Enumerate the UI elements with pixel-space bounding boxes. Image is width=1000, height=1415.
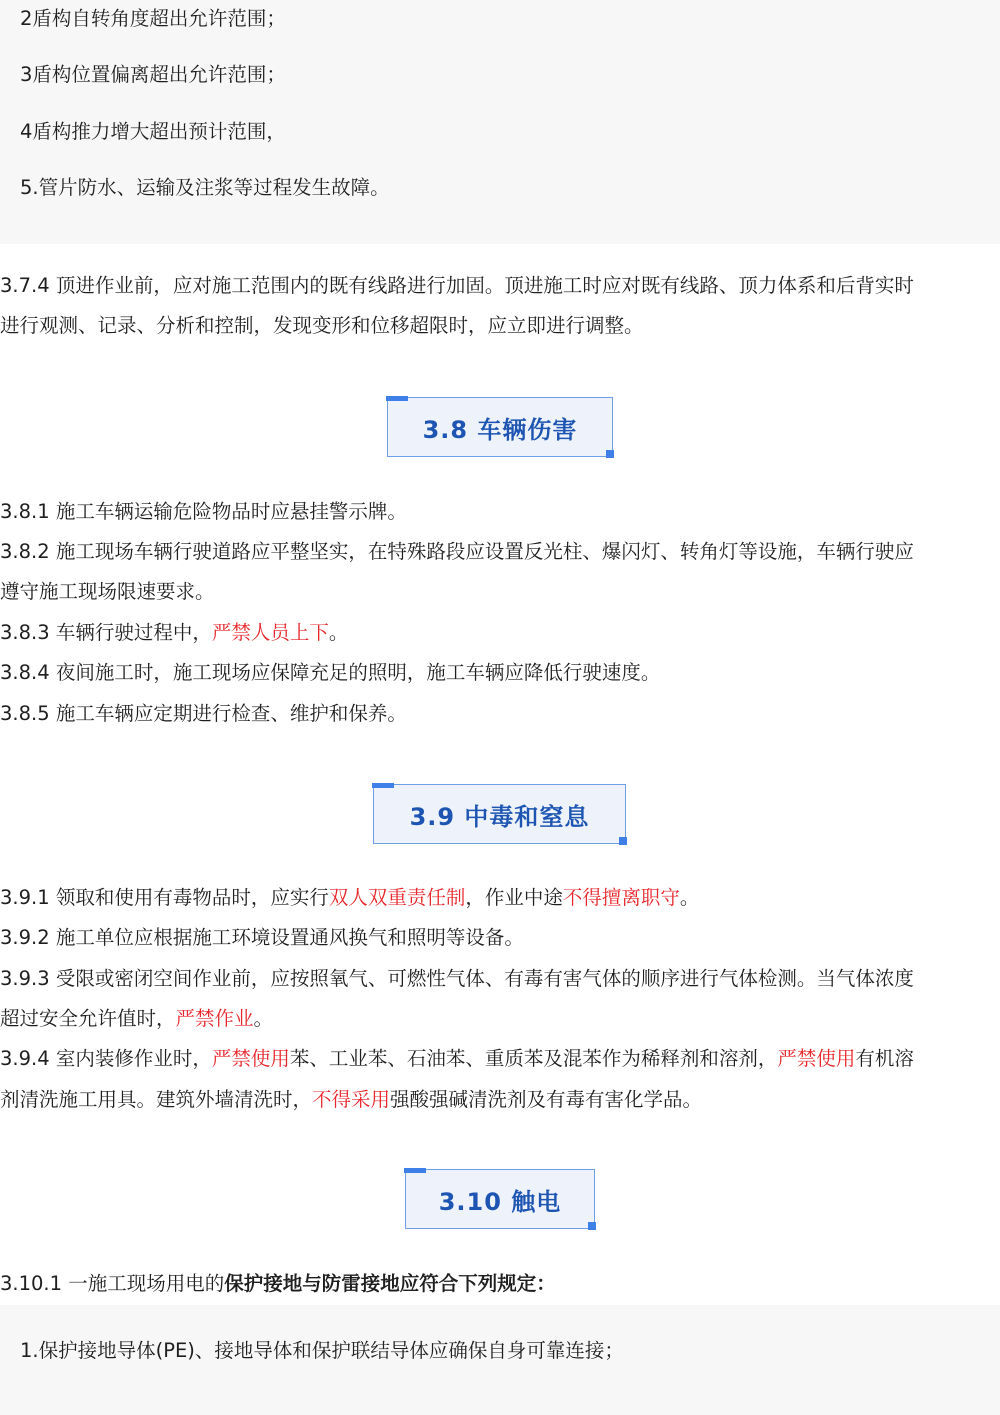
heading-corner-accent <box>372 783 394 788</box>
paragraph-3-9-2: 3.9.2 施工单位应根据施工环境设置通风换气和照明等设备。 <box>0 926 524 949</box>
highlight-red-text: 严禁使用 <box>211 1047 290 1070</box>
highlight-red-text: 严禁使用 <box>777 1047 856 1070</box>
highlight-red-text: 不得擅离职守 <box>562 886 680 909</box>
section-heading-title: 3.9 中毒和窒息 <box>409 802 590 831</box>
heading-corner-accent <box>606 450 614 458</box>
section-heading-3-9 <box>373 784 626 844</box>
text-segment: 强酸强碱清洗剂及有毒有害化学品。 <box>390 1088 703 1111</box>
list-item: 2盾构自转角度超出允许范围； <box>20 7 286 30</box>
quote-box-top <box>0 0 1000 244</box>
paragraph-3-7-4-line2: 进行观测、记录、分析和控制，发现变形和位移超限时，应立即进行调整。 <box>0 314 644 337</box>
section-heading-3-8 <box>387 397 613 457</box>
highlight-red-text: 双人双重责任制 <box>328 886 466 909</box>
text-segment: 3.9.1 领取和使用有毒物品时，应实行 <box>0 886 329 909</box>
list-item: 4盾构推力增大超出预计范围， <box>20 120 286 143</box>
heading-corner-accent <box>386 396 408 401</box>
paragraph-3-9-4-line1 <box>0 1044 1000 1074</box>
paragraph-3-8-2-line1: 3.8.2 施工现场车辆行驶道路应平整坚实，在特殊路段应设置反光柱、爆闪灯、转角灯等设施，车辆行驶应 <box>0 540 914 563</box>
section-heading-title: 3.10 触电 <box>438 1187 562 1216</box>
list-item: 5.管片防水、运输及注浆等过程发生故障。 <box>20 176 390 199</box>
text-segment: 3.8.3 车辆行驶过程中， <box>0 621 212 644</box>
paragraph-3-9-4-line2 <box>0 1085 1000 1115</box>
text-segment: 剂清洗施工用具。建筑外墙清洗时， <box>0 1088 313 1111</box>
highlight-red-text: 不得采用 <box>312 1088 391 1111</box>
list-item: 1.保护接地导体(PE)、接地导体和保护联结导体应确保自身可靠连接； <box>20 1339 624 1362</box>
text-segment: 苯、工业苯、石油苯、重质苯及混苯作为稀释剂和溶剂， <box>289 1047 778 1070</box>
heading-corner-accent <box>588 1222 596 1230</box>
paragraph-3-9-3-line2 <box>0 1004 1000 1034</box>
text-segment: 3.10.1 一施工现场用电的 <box>0 1272 225 1295</box>
paragraph-3-9-3-line1: 3.9.3 受限或密闭空间作业前，应按照氧气、可燃性气体、有毒有害气体的顺序进行气体检测。当气体浓度 <box>0 967 914 990</box>
section-heading-3-10 <box>405 1169 595 1229</box>
list-item: 3盾构位置偏离超出允许范围； <box>20 63 286 86</box>
highlight-red-text: 严禁作业 <box>175 1007 254 1030</box>
heading-corner-accent <box>404 1168 426 1173</box>
text-segment: 。 <box>253 1007 274 1030</box>
text-segment: 。 <box>328 621 349 644</box>
paragraph-3-8-1: 3.8.1 施工车辆运输危险物品时应悬挂警示牌。 <box>0 500 407 523</box>
highlight-red-text: 严禁人员上下 <box>211 621 329 644</box>
text-segment: 3.9.4 室内装修作业时， <box>0 1047 212 1070</box>
paragraph-3-10-1 <box>0 1269 1000 1299</box>
text-segment: 有机溶 <box>855 1047 914 1070</box>
text-segment: 超过安全允许值时， <box>0 1007 176 1030</box>
paragraph-3-8-4: 3.8.4 夜间施工时，施工现场应保障充足的照明，施工车辆应降低行驶速度。 <box>0 661 661 684</box>
heading-corner-accent <box>619 837 627 845</box>
text-segment: 。 <box>679 886 700 909</box>
paragraph-3-9-1 <box>0 883 1000 913</box>
paragraph-3-8-3 <box>0 618 1000 648</box>
quote-box-bottom <box>0 1305 1000 1415</box>
paragraph-3-7-4-line1: 3.7.4 顶进作业前，应对施工范围内的既有线路进行加固。顶进施工时应对既有线路、顶力体系和后背实时 <box>0 274 914 297</box>
bold-text: 保护接地与防雷接地应符合下列规定： <box>224 1272 556 1295</box>
paragraph-3-8-5: 3.8.5 施工车辆应定期进行检查、维护和保养。 <box>0 702 407 725</box>
paragraph-3-8-2-line2: 遵守施工现场限速要求。 <box>0 580 215 603</box>
text-segment: ，作业中途 <box>465 886 563 909</box>
section-heading-title: 3.8 车辆伤害 <box>422 415 578 444</box>
